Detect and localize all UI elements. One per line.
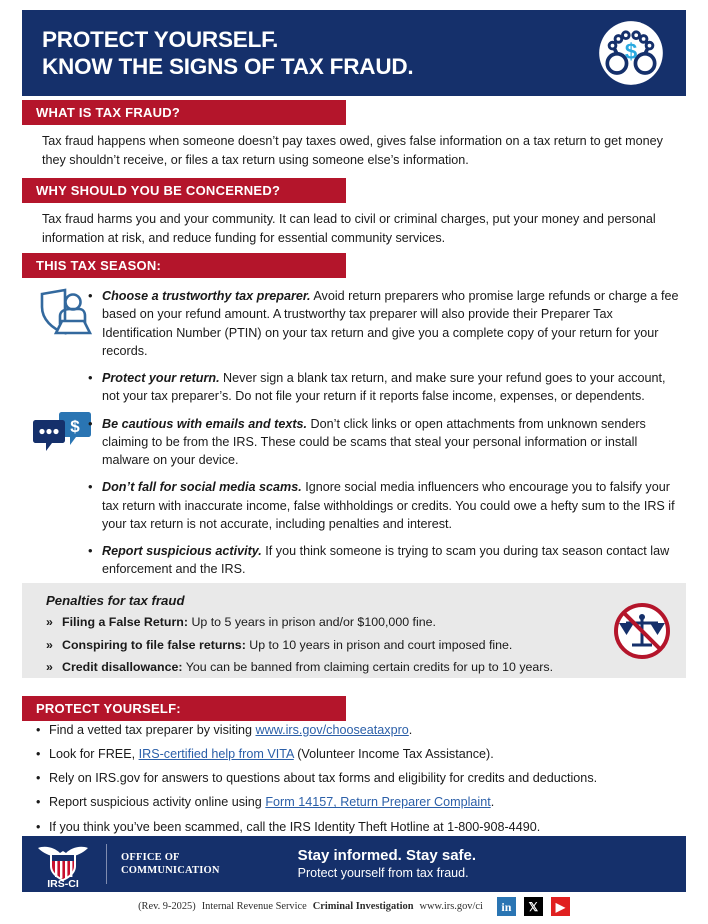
section-bar-why-concerned: WHY SHOULD YOU BE CONCERNED?: [22, 178, 346, 203]
list-item: [36, 819, 696, 837]
penalty-label: Credit disallowance:: [62, 660, 183, 675]
revision-date: (Rev. 9-2025): [138, 901, 196, 912]
tip-item: [88, 478, 686, 533]
office-of-communication: [121, 851, 220, 877]
footer-tagline: [298, 847, 476, 882]
page-title-line2: KNOW THE SIGNS OF TAX FRAUD.: [42, 54, 414, 79]
link-chooseataxpro[interactable]: www.irs.gov/chooseataxpro: [255, 723, 409, 737]
section-bar-this-tax-season: THIS TAX SEASON:: [22, 253, 346, 278]
no-scales-of-justice-icon: [612, 601, 672, 661]
penalty-text: [62, 614, 436, 631]
tip-body: Don’t click links or open attachments from unknown senders claiming to be from the IRS. These could be scams that steal your personal information or install malware on your device.: [102, 416, 646, 467]
bullet-dot: •: [88, 543, 93, 558]
list-item-text: Rely on IRS.gov for answers to questions about tax forms and eligibility for credits and deductions.: [49, 771, 598, 786]
penalty-text: [62, 637, 512, 654]
bullet-dot: •: [36, 819, 41, 834]
tip-text: [102, 415, 686, 470]
penalty-detail: Up to 10 years in prison and court imposed fine.: [245, 637, 513, 652]
page-title-line1: PROTECT YOURSELF.: [42, 26, 279, 52]
guillemet-marker: »: [46, 660, 53, 675]
tip-lead: Be cautious with emails and texts.: [102, 416, 308, 431]
list-item-text: [49, 794, 494, 812]
x-glyph: 𝕏: [528, 899, 539, 914]
handcuffs-dollar-icon: [594, 16, 668, 90]
tip-item: [88, 369, 686, 406]
bullet-dot: •: [36, 795, 41, 810]
penalty-detail: You can be banned from claiming certain credits for up to 10 years.: [182, 660, 554, 675]
tip-item: [88, 287, 686, 360]
linkedin-glyph: in: [501, 899, 512, 914]
tip-body: If you think someone is trying to scam you during tax season contact law enforcement and the IRS.: [102, 544, 670, 577]
text-before-link: Look for FREE,: [49, 747, 139, 762]
bullet-dot: •: [88, 479, 93, 495]
list-item-text: [49, 722, 412, 740]
social-links: [497, 897, 570, 916]
what-is-tax-fraud-body: Tax fraud happens when someone doesn’t pay taxes owed, gives false information on a tax return to get money they shouldn’t receive, or files a tax return using someone else’s information.: [42, 134, 663, 167]
svg-text:$: $: [70, 417, 80, 436]
guillemet-marker: »: [46, 615, 53, 629]
section-bar-what-is-tax-fraud: WHAT IS TAX FRAUD?: [22, 100, 346, 125]
penalty-item: [46, 659, 670, 676]
tip-item: [88, 415, 686, 470]
tagline-primary: Stay informed. Stay safe.: [297, 846, 477, 864]
office-line1: OFFICE OF: [121, 851, 180, 863]
tip-lead: Don’t fall for social media scams.: [102, 480, 302, 495]
tip-text: [102, 542, 686, 579]
bullet-dot: •: [88, 288, 93, 303]
link-form-14157[interactable]: Form 14157, Return Preparer Complaint: [265, 795, 491, 810]
text-before-link: Report suspicious activity online using: [49, 795, 266, 810]
page-title: [42, 26, 413, 81]
penalty-detail: Up to 5 years in prison and/or $100,000 fine.: [188, 615, 436, 629]
penalty-item: [46, 614, 670, 631]
tagline-secondary: Protect yourself from tax fraud.: [297, 866, 469, 881]
office-line2: COMMUNICATION: [121, 865, 220, 876]
agency-url: www.irs.gov/ci: [419, 901, 483, 912]
tip-text: [102, 369, 686, 406]
header-banner: [22, 10, 686, 96]
text-after-link: .: [408, 723, 413, 737]
tip-body: Never sign a blank tax return, and make sure your refund goes to your account, not your tax preparer’s. Do not file your return if it reports false income, expenses, or dependents.: [102, 371, 666, 404]
tip-text: [102, 478, 686, 533]
text-after-link: .: [490, 795, 495, 810]
bullet-dot: •: [36, 747, 41, 762]
text-after-link: (Volunteer Income Tax Assistance).: [293, 747, 494, 762]
chat-bubbles-dollar-icon: [32, 410, 92, 454]
tip-body: Avoid return preparers who promise large refunds or charge a fee based on your refund amount. A trustworthy tax preparer will also provide their Preparer Tax Identification Number (PTIN) on your tax return and give you a complete copy of your return for your records.: [102, 289, 679, 358]
list-item: [36, 746, 696, 764]
irs-ci-eagle-shield-logo: [36, 840, 90, 888]
why-concerned-body: Tax fraud harms you and your community. It can lead to civil or criminal charges, put your money and personal information at risk, and reduce funding for essential community services.: [42, 212, 656, 245]
list-item: [36, 794, 696, 812]
x-twitter-icon[interactable]: [524, 897, 543, 916]
section-bar-protect-yourself: PROTECT YOURSELF:: [22, 696, 346, 721]
penalty-label: Conspiring to file false returns:: [62, 637, 246, 652]
list-item: [36, 722, 696, 740]
penalty-item: [46, 637, 670, 654]
guillemet-marker: »: [46, 637, 53, 652]
svg-text:IRS-CI: IRS-CI: [47, 878, 79, 888]
bullet-dot: •: [36, 723, 41, 737]
tip-lead: Report suspicious activity.: [102, 544, 262, 558]
shield-person-laptop-icon: [38, 288, 92, 340]
link-vita-help[interactable]: IRS-certified help from VITA: [138, 747, 294, 762]
tips-list: [88, 287, 686, 588]
footer-banner: [22, 836, 686, 892]
text-before-link: Find a vetted tax preparer by visiting: [49, 723, 256, 737]
svg-text:$: $: [624, 38, 638, 64]
tip-text: [102, 287, 686, 360]
tip-body: Ignore social media influencers who encourage you to falsify your tax return with inaccurate income, false withholdings or credits. You could owe a hefty sum to the IRS if your tax return is not accurate, including penalties and interest.: [102, 480, 675, 531]
tip-lead: Choose a trustworthy tax preparer.: [102, 289, 311, 303]
division-name: Criminal Investigation: [312, 901, 414, 912]
protect-yourself-list: [36, 722, 696, 843]
list-item: [36, 770, 696, 788]
youtube-glyph: ▶: [555, 899, 565, 914]
linkedin-icon[interactable]: [497, 897, 516, 916]
bullet-dot: •: [88, 370, 93, 385]
agency-name: Internal Revenue Service: [201, 901, 307, 912]
footer-divider: [106, 844, 107, 884]
list-item-text: [49, 746, 494, 764]
penalties-box: [22, 583, 686, 678]
tip-lead: Protect your return.: [102, 371, 220, 385]
penalties-title: Penalties for tax fraud: [46, 593, 185, 608]
penalty-label: Filing a False Return:: [62, 615, 188, 629]
bullet-dot: •: [88, 415, 93, 431]
tip-item: [88, 542, 686, 579]
youtube-icon[interactable]: [551, 897, 570, 916]
legal-line: [0, 897, 708, 916]
bullet-dot: •: [36, 771, 41, 786]
penalty-text: [62, 659, 553, 676]
list-item-text: If you think you’ve been scammed, call the IRS Identity Theft Hotline at 1-800-908-4490.: [49, 819, 541, 834]
